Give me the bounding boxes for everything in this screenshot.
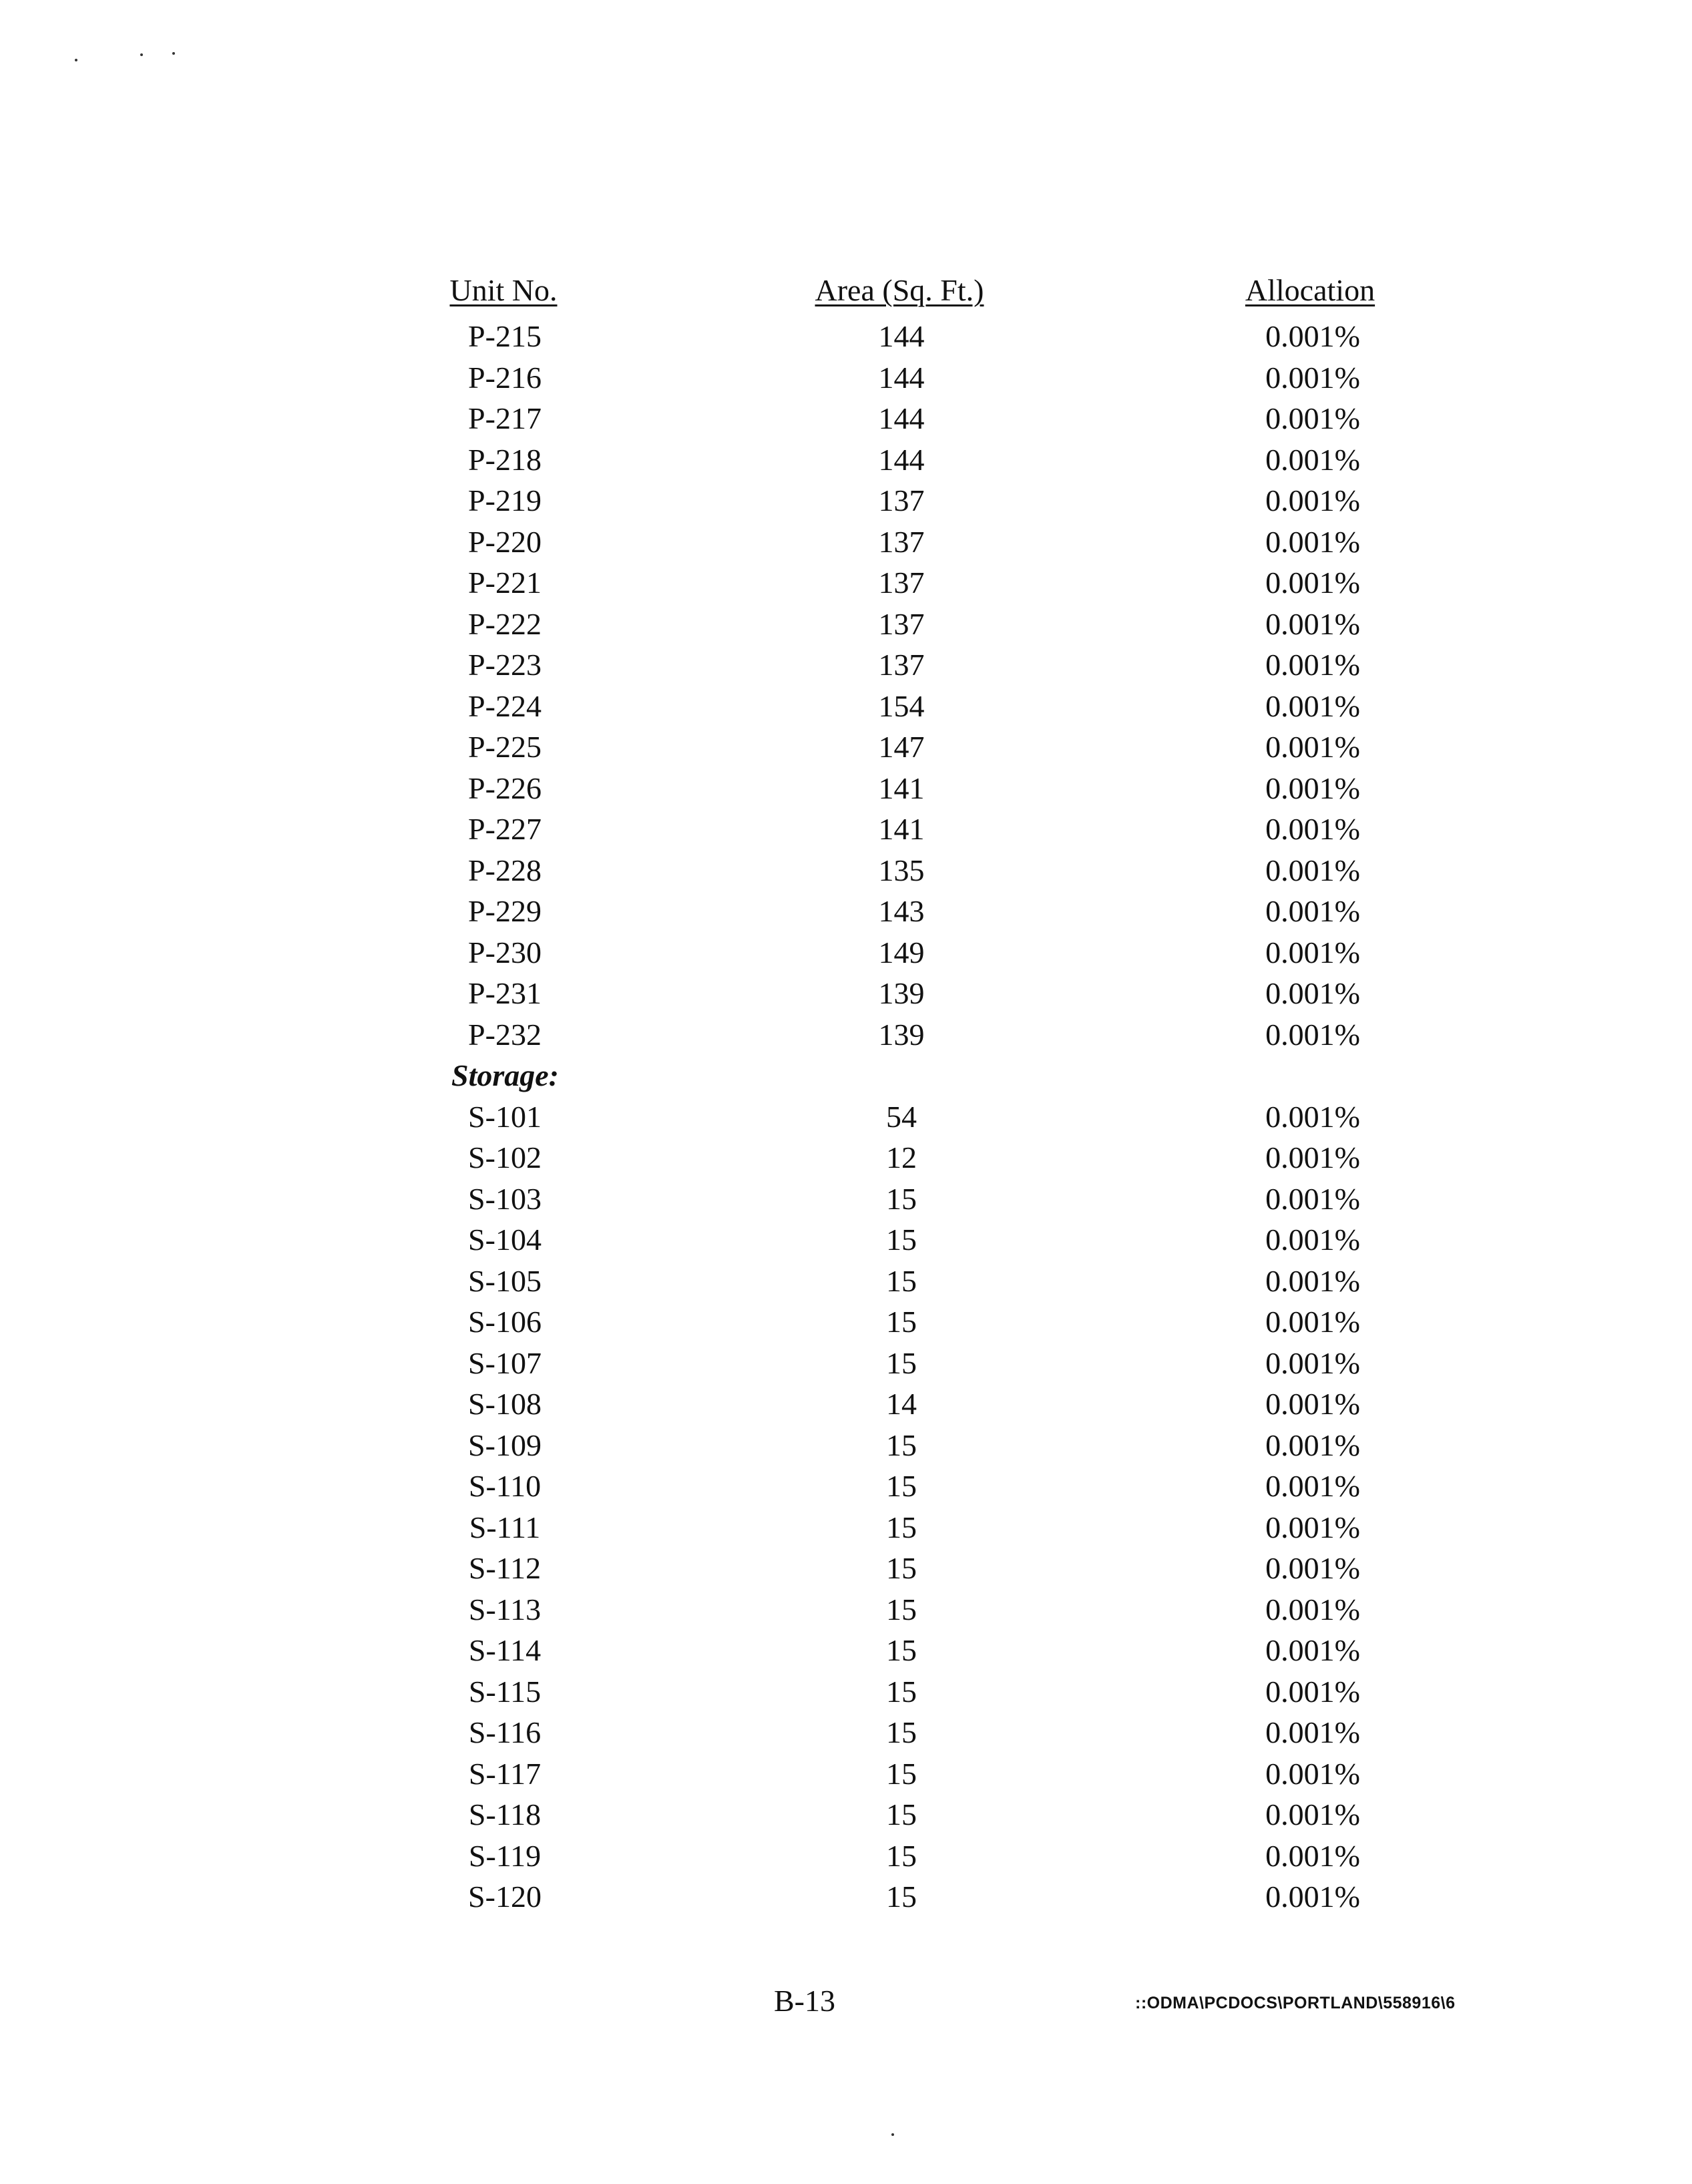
table-row bbox=[0, 1219, 1692, 1261]
unit-no-cell: S-109 bbox=[468, 1428, 542, 1462]
allocation-cell: 0.001% bbox=[1265, 935, 1360, 969]
area-cell: 149 bbox=[878, 935, 925, 969]
allocation-cell: 0.001% bbox=[1265, 1797, 1360, 1831]
area-cell: 144 bbox=[878, 319, 925, 353]
area-cell: 15 bbox=[886, 1715, 917, 1749]
allocation-cell: 0.001% bbox=[1265, 1674, 1360, 1709]
table-row bbox=[0, 1630, 1692, 1671]
area-cell: 15 bbox=[886, 1633, 917, 1667]
table-row bbox=[0, 850, 1692, 891]
allocation-cell: 0.001% bbox=[1265, 1181, 1360, 1216]
unit-no-cell: S-103 bbox=[468, 1181, 542, 1216]
unit-no-cell: P-226 bbox=[468, 771, 542, 805]
table-row bbox=[0, 1178, 1692, 1220]
unit-no-cell: S-102 bbox=[468, 1140, 542, 1174]
unit-no-cell: S-115 bbox=[468, 1674, 542, 1709]
area-cell: 15 bbox=[886, 1838, 917, 1873]
unit-no-cell: S-110 bbox=[468, 1469, 542, 1503]
area-cell: 15 bbox=[886, 1263, 917, 1298]
table-body bbox=[0, 316, 1692, 1918]
allocation-cell: 0.001% bbox=[1265, 1756, 1360, 1791]
unit-no-cell: S-108 bbox=[468, 1387, 542, 1421]
allocation-cell: 0.001% bbox=[1265, 1592, 1360, 1626]
table-row bbox=[0, 1137, 1692, 1178]
allocation-cell: 0.001% bbox=[1265, 442, 1360, 477]
unit-no-cell: S-114 bbox=[468, 1633, 542, 1667]
allocation-cell: 0.001% bbox=[1265, 1387, 1360, 1421]
table-row bbox=[0, 1876, 1692, 1918]
area-cell: 15 bbox=[886, 1305, 917, 1339]
table-row bbox=[0, 1548, 1692, 1589]
scan-speck bbox=[140, 53, 143, 56]
table-row bbox=[0, 562, 1692, 604]
area-cell: 144 bbox=[878, 360, 925, 395]
area-cell: 137 bbox=[878, 648, 925, 682]
unit-no-cell: S-119 bbox=[468, 1838, 542, 1873]
area-cell: 144 bbox=[878, 401, 925, 435]
allocation-cell: 0.001% bbox=[1265, 360, 1360, 395]
section-heading-row bbox=[0, 1055, 1692, 1096]
unit-no-cell: S-107 bbox=[468, 1345, 542, 1380]
table-row bbox=[0, 1671, 1692, 1713]
unit-no-cell: S-111 bbox=[469, 1510, 541, 1544]
area-cell: 137 bbox=[878, 566, 925, 600]
area-cell: 135 bbox=[878, 853, 925, 887]
table-row bbox=[0, 891, 1692, 932]
table-row bbox=[0, 1589, 1692, 1630]
table-row bbox=[0, 1712, 1692, 1753]
allocation-cell: 0.001% bbox=[1265, 319, 1360, 353]
unit-no-cell: S-120 bbox=[468, 1880, 542, 1914]
scan-speck bbox=[75, 59, 77, 61]
unit-no-cell: P-222 bbox=[468, 606, 542, 641]
allocation-cell: 0.001% bbox=[1265, 1263, 1360, 1298]
table-row bbox=[0, 316, 1692, 357]
table-row bbox=[0, 1014, 1692, 1056]
table-row bbox=[0, 809, 1692, 850]
allocation-cell: 0.001% bbox=[1265, 1017, 1360, 1052]
table-row bbox=[0, 1383, 1692, 1425]
table-row bbox=[0, 768, 1692, 809]
unit-no-cell: S-117 bbox=[468, 1756, 542, 1791]
allocation-cell: 0.001% bbox=[1265, 1880, 1360, 1914]
table-row bbox=[0, 686, 1692, 727]
table-row bbox=[0, 1425, 1692, 1466]
table-row bbox=[0, 398, 1692, 439]
unit-no-cell: S-104 bbox=[468, 1223, 542, 1257]
allocation-cell: 0.001% bbox=[1265, 401, 1360, 435]
area-cell: 15 bbox=[886, 1345, 917, 1380]
area-cell: 15 bbox=[886, 1181, 917, 1216]
table-row bbox=[0, 1301, 1692, 1343]
area-cell: 15 bbox=[886, 1551, 917, 1585]
table-row bbox=[0, 1261, 1692, 1302]
area-cell: 15 bbox=[886, 1674, 917, 1709]
table-row bbox=[0, 439, 1692, 481]
unit-no-cell: S-116 bbox=[468, 1715, 542, 1749]
allocation-cell: 0.001% bbox=[1265, 524, 1360, 559]
table-row bbox=[0, 932, 1692, 973]
document-path: ::ODMA\PCDOCS\PORTLAND\558916\6 bbox=[1135, 1994, 1456, 2012]
allocation-cell: 0.001% bbox=[1265, 730, 1360, 764]
unit-no-cell: P-223 bbox=[468, 648, 542, 682]
allocation-cell: 0.001% bbox=[1265, 1099, 1360, 1134]
area-cell: 54 bbox=[886, 1099, 917, 1134]
allocation-cell: 0.001% bbox=[1265, 1715, 1360, 1749]
unit-no-cell: P-224 bbox=[468, 688, 542, 723]
table-row bbox=[0, 1794, 1692, 1835]
area-cell: 137 bbox=[878, 483, 925, 517]
allocation-cell: 0.001% bbox=[1265, 1223, 1360, 1257]
unit-no-cell: P-219 bbox=[468, 483, 542, 517]
allocation-cell: 0.001% bbox=[1265, 1510, 1360, 1544]
area-cell: 15 bbox=[886, 1797, 917, 1831]
unit-no-cell: S-118 bbox=[468, 1797, 542, 1831]
area-cell: 137 bbox=[878, 606, 925, 641]
unit-no-cell: P-215 bbox=[468, 319, 542, 353]
allocation-cell: 0.001% bbox=[1265, 1345, 1360, 1380]
allocation-cell: 0.001% bbox=[1265, 812, 1360, 846]
allocation-cell: 0.001% bbox=[1265, 483, 1360, 517]
unit-no-cell: P-232 bbox=[468, 1017, 542, 1052]
table-row bbox=[0, 1835, 1692, 1877]
area-cell: 144 bbox=[878, 442, 925, 477]
allocation-cell: 0.001% bbox=[1265, 648, 1360, 682]
area-cell: 141 bbox=[878, 812, 925, 846]
allocation-cell: 0.001% bbox=[1265, 894, 1360, 928]
table-row bbox=[0, 521, 1692, 563]
section-label: Storage: bbox=[451, 1058, 559, 1092]
unit-no-cell: S-105 bbox=[468, 1263, 542, 1298]
table-row bbox=[0, 973, 1692, 1014]
allocation-cell: 0.001% bbox=[1265, 1551, 1360, 1585]
allocation-cell: 0.001% bbox=[1265, 1838, 1360, 1873]
area-cell: 15 bbox=[886, 1428, 917, 1462]
table-row bbox=[0, 1343, 1692, 1384]
unit-no-cell: P-229 bbox=[468, 894, 542, 928]
unit-no-cell: P-221 bbox=[468, 566, 542, 600]
allocation-cell: 0.001% bbox=[1265, 688, 1360, 723]
area-cell: 147 bbox=[878, 730, 925, 764]
area-cell: 15 bbox=[886, 1592, 917, 1626]
unit-no-cell: S-113 bbox=[468, 1592, 542, 1626]
unit-no-cell: P-227 bbox=[468, 812, 542, 846]
allocation-cell: 0.001% bbox=[1265, 1140, 1360, 1174]
unit-no-cell: P-220 bbox=[468, 524, 542, 559]
unit-no-cell: P-216 bbox=[468, 360, 542, 395]
unit-no-cell: S-106 bbox=[468, 1305, 542, 1339]
unit-no-cell: P-225 bbox=[468, 730, 542, 764]
area-cell: 154 bbox=[878, 688, 925, 723]
area-cell: 15 bbox=[886, 1510, 917, 1544]
table-row bbox=[0, 1507, 1692, 1548]
allocation-cell: 0.001% bbox=[1265, 1633, 1360, 1667]
area-cell: 139 bbox=[878, 1017, 925, 1052]
table-row bbox=[0, 480, 1692, 521]
allocation-cell: 0.001% bbox=[1265, 1428, 1360, 1462]
allocation-cell: 0.001% bbox=[1265, 566, 1360, 600]
area-cell: 141 bbox=[878, 771, 925, 805]
column-header-area: Area (Sq. Ft.) bbox=[815, 273, 984, 307]
area-cell: 143 bbox=[878, 894, 925, 928]
allocation-cell: 0.001% bbox=[1265, 976, 1360, 1010]
unit-no-cell: P-230 bbox=[468, 935, 542, 969]
allocation-cell: 0.001% bbox=[1265, 606, 1360, 641]
table-row bbox=[0, 357, 1692, 399]
scan-speck bbox=[172, 52, 175, 55]
allocation-cell: 0.001% bbox=[1265, 853, 1360, 887]
area-cell: 139 bbox=[878, 976, 925, 1010]
area-cell: 14 bbox=[886, 1387, 917, 1421]
area-cell: 15 bbox=[886, 1469, 917, 1503]
unit-no-cell: P-231 bbox=[468, 976, 542, 1010]
unit-no-cell: S-112 bbox=[468, 1551, 542, 1585]
allocation-cell: 0.001% bbox=[1265, 1305, 1360, 1339]
table-row bbox=[0, 1466, 1692, 1507]
unit-no-cell: P-228 bbox=[468, 853, 542, 887]
area-cell: 15 bbox=[886, 1223, 917, 1257]
table-row bbox=[0, 644, 1692, 686]
table-row bbox=[0, 1753, 1692, 1795]
page-number: B-13 bbox=[774, 1984, 835, 2018]
table-header-row bbox=[0, 272, 1692, 312]
column-header-allocation: Allocation bbox=[1245, 273, 1376, 307]
allocation-cell: 0.001% bbox=[1265, 771, 1360, 805]
scan-speck bbox=[891, 2133, 894, 2136]
table-row bbox=[0, 604, 1692, 645]
area-cell: 15 bbox=[886, 1880, 917, 1914]
unit-no-cell: S-101 bbox=[468, 1099, 542, 1134]
unit-no-cell: P-218 bbox=[468, 442, 542, 477]
table-row bbox=[0, 726, 1692, 768]
allocation-cell: 0.001% bbox=[1265, 1469, 1360, 1503]
area-cell: 137 bbox=[878, 524, 925, 559]
area-cell: 15 bbox=[886, 1756, 917, 1791]
area-cell: 12 bbox=[886, 1140, 917, 1174]
table-row bbox=[0, 1096, 1692, 1138]
column-header-unit-no: Unit No. bbox=[449, 273, 558, 307]
unit-no-cell: P-217 bbox=[468, 401, 542, 435]
